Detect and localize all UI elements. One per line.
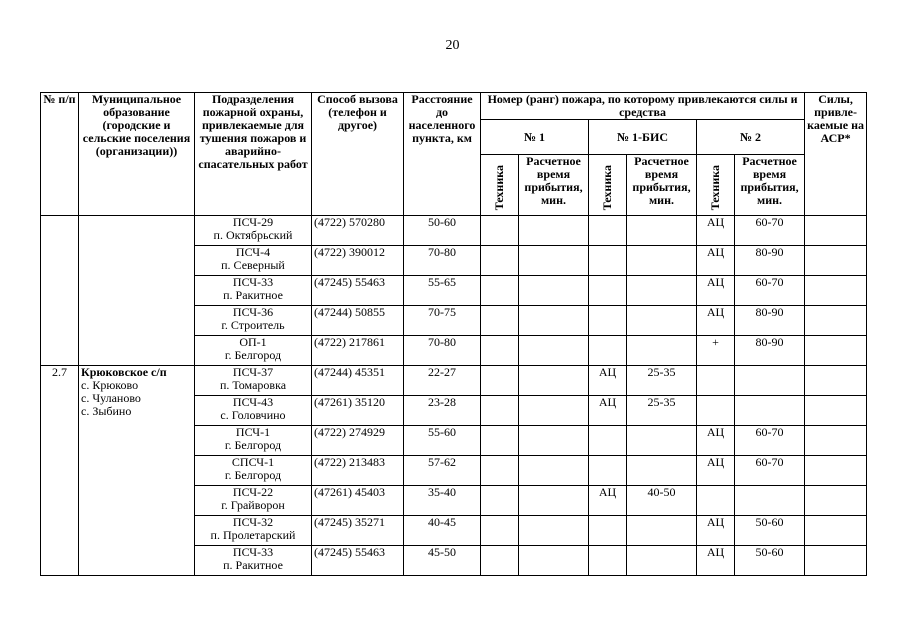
municipality-cell	[79, 366, 195, 576]
header-time-rank-1bis: Расчетное время прибытия, мин.	[627, 155, 697, 216]
unit-location: п. Пролетарский	[210, 528, 296, 542]
phone-cell: (4722) 390012	[312, 246, 404, 276]
distance-cell: 55-60	[404, 426, 481, 456]
time-rank-1bis-cell	[627, 426, 697, 456]
tech-rank-1-cell	[481, 546, 519, 576]
tech-rank-2-cell: АЦ	[697, 306, 735, 336]
distance-cell: 57-62	[404, 456, 481, 486]
tech-rank-1-cell	[481, 336, 519, 366]
time-rank-2-cell: 60-70	[735, 216, 805, 246]
unit-name: ПСЧ-33	[232, 545, 274, 559]
unit-name: ПСЧ-33	[232, 275, 274, 289]
time-rank-1-cell	[519, 306, 589, 336]
unit-location: п. Ракитное	[223, 558, 283, 572]
time-rank-1bis-cell: 25-35	[627, 366, 697, 396]
tech-rank-1-cell	[481, 216, 519, 246]
header-rank-1: № 1	[481, 120, 589, 155]
fire-unit-cell	[195, 216, 312, 246]
fire-unit-cell	[195, 426, 312, 456]
distance-cell: 45-50	[404, 546, 481, 576]
time-rank-1bis-cell	[627, 306, 697, 336]
tech-rank-2-cell	[697, 366, 735, 396]
tech-rank-2-cell: АЦ	[697, 546, 735, 576]
phone-cell: (47244) 45351	[312, 366, 404, 396]
fire-unit-cell	[195, 336, 312, 366]
tech-rank-1bis-cell	[589, 276, 627, 306]
header-rank-1bis: № 1-БИС	[589, 120, 697, 155]
distance-cell: 70-80	[404, 336, 481, 366]
time-rank-2-cell: 60-70	[735, 426, 805, 456]
tech-rank-2-cell: АЦ	[697, 276, 735, 306]
time-rank-2-cell: 50-60	[735, 546, 805, 576]
time-rank-1-cell	[519, 246, 589, 276]
time-rank-1bis-cell	[627, 546, 697, 576]
table-body	[41, 216, 867, 576]
tech-rank-1-cell	[481, 486, 519, 516]
header-tech-rank-1bis: Техника	[589, 155, 627, 216]
distance-cell: 70-75	[404, 306, 481, 336]
fire-unit-cell	[195, 516, 312, 546]
unit-location: п. Ракитное	[223, 288, 283, 302]
time-rank-1-cell	[519, 396, 589, 426]
row-number-cell: 2.7	[41, 366, 79, 576]
tech-rank-2-cell: АЦ	[697, 456, 735, 486]
distance-cell: 50-60	[404, 216, 481, 246]
asr-cell	[805, 336, 867, 366]
unit-name: ПСЧ-22	[232, 485, 274, 499]
municipality-line: с. Зыбино	[81, 404, 132, 418]
asr-cell	[805, 486, 867, 516]
fire-unit-cell	[195, 486, 312, 516]
unit-location: с. Головчино	[220, 408, 286, 422]
row-number-cell	[41, 216, 79, 366]
tech-rank-1bis-cell	[589, 546, 627, 576]
tech-rank-1-cell	[481, 246, 519, 276]
tech-rank-1bis-cell	[589, 216, 627, 246]
phone-cell: (47261) 35120	[312, 396, 404, 426]
unit-location: г. Грайворон	[221, 498, 285, 512]
tech-rank-1bis-cell: АЦ	[589, 486, 627, 516]
asr-cell	[805, 456, 867, 486]
tech-rank-1-cell	[481, 396, 519, 426]
time-rank-1bis-cell	[627, 516, 697, 546]
distance-cell: 22-27	[404, 366, 481, 396]
fire-forces-table	[40, 92, 867, 576]
time-rank-2-cell	[735, 486, 805, 516]
header-rank-2: № 2	[697, 120, 805, 155]
unit-location: г. Белгород	[224, 348, 282, 362]
phone-cell: (47244) 50855	[312, 306, 404, 336]
time-rank-2-cell: 60-70	[735, 276, 805, 306]
unit-location: п. Томаровка	[219, 378, 287, 392]
tech-rank-1bis-cell	[589, 306, 627, 336]
tech-rank-1-cell	[481, 456, 519, 486]
unit-location: г. Белгород	[224, 438, 282, 452]
time-rank-1-cell	[519, 216, 589, 246]
distance-cell: 40-45	[404, 516, 481, 546]
asr-cell	[805, 306, 867, 336]
municipality-cell	[79, 216, 195, 366]
unit-location: г. Строитель	[221, 318, 285, 332]
tech-rank-1-cell	[481, 276, 519, 306]
time-rank-2-cell: 80-90	[735, 336, 805, 366]
time-rank-2-cell: 50-60	[735, 516, 805, 546]
unit-location: г. Белгород	[224, 468, 282, 482]
header-fire-rank-group: Номер (ранг) пожара, по которому привлекаются силы и средства	[481, 93, 805, 120]
time-rank-1bis-cell: 25-35	[627, 396, 697, 426]
time-rank-2-cell	[735, 396, 805, 426]
tech-rank-2-cell: АЦ	[697, 426, 735, 456]
asr-cell	[805, 516, 867, 546]
header-municipality: Муниципальное образование (городские и сельские поселения (организации))	[79, 93, 195, 216]
time-rank-1-cell	[519, 456, 589, 486]
asr-cell	[805, 366, 867, 396]
fire-unit-cell	[195, 276, 312, 306]
time-rank-1bis-cell	[627, 276, 697, 306]
tech-rank-2-cell: АЦ	[697, 246, 735, 276]
tech-rank-2-cell	[697, 396, 735, 426]
time-rank-1bis-cell: 40-50	[627, 486, 697, 516]
time-rank-1-cell	[519, 336, 589, 366]
tech-rank-1bis-cell	[589, 426, 627, 456]
unit-name: ОП-1	[239, 335, 267, 349]
header-call-method: Способ вызова (телефон и другое)	[312, 93, 404, 216]
fire-unit-cell	[195, 456, 312, 486]
unit-name: ПСЧ-36	[232, 305, 274, 319]
distance-cell: 35-40	[404, 486, 481, 516]
unit-location: п. Октябрьский	[213, 228, 293, 242]
header-fire-unit: Подразделения пожарной охраны, привлекаемые для тушения пожаров и аварийно-спасательных работ	[195, 93, 312, 216]
asr-cell	[805, 246, 867, 276]
tech-rank-1-cell	[481, 366, 519, 396]
phone-cell: (4722) 274929	[312, 426, 404, 456]
header-time-rank-1: Расчетное время прибытия, мин.	[519, 155, 589, 216]
time-rank-1bis-cell	[627, 246, 697, 276]
unit-name: ПСЧ-29	[232, 215, 274, 229]
distance-cell: 23-28	[404, 396, 481, 426]
time-rank-1-cell	[519, 546, 589, 576]
time-rank-2-cell: 80-90	[735, 246, 805, 276]
fire-unit-cell	[195, 366, 312, 396]
phone-cell: (4722) 570280	[312, 216, 404, 246]
tech-rank-1bis-cell	[589, 456, 627, 486]
tech-rank-2-cell: АЦ	[697, 516, 735, 546]
distance-cell: 55-65	[404, 276, 481, 306]
time-rank-1-cell	[519, 486, 589, 516]
unit-name: СПСЧ-1	[231, 455, 275, 469]
municipality-line: с. Чуланово	[81, 391, 141, 405]
header-asr-forces: Силы, привле-каемые на АСР*	[805, 93, 867, 216]
unit-location: п. Северный	[221, 258, 285, 272]
tech-rank-1-cell	[481, 516, 519, 546]
table-row	[41, 216, 867, 246]
table-header	[41, 93, 867, 216]
header-number: № п/п	[41, 93, 79, 216]
tech-rank-2-cell	[697, 486, 735, 516]
tech-rank-1bis-cell	[589, 246, 627, 276]
asr-cell	[805, 216, 867, 246]
unit-name: ПСЧ-32	[232, 515, 274, 529]
fire-unit-cell	[195, 396, 312, 426]
unit-name: ПСЧ-37	[232, 365, 274, 379]
time-rank-1-cell	[519, 276, 589, 306]
asr-cell	[805, 276, 867, 306]
tech-rank-2-cell: АЦ	[697, 216, 735, 246]
phone-cell: (47245) 55463	[312, 546, 404, 576]
phone-cell: (47261) 45403	[312, 486, 404, 516]
fire-unit-cell	[195, 306, 312, 336]
time-rank-1bis-cell	[627, 456, 697, 486]
time-rank-1-cell	[519, 366, 589, 396]
fire-unit-cell	[195, 546, 312, 576]
phone-cell: (47245) 55463	[312, 276, 404, 306]
time-rank-1-cell	[519, 426, 589, 456]
time-rank-2-cell	[735, 366, 805, 396]
unit-name: ПСЧ-43	[232, 395, 274, 409]
header-tech-rank-2: Техника	[697, 155, 735, 216]
municipality-line: с. Крюково	[81, 378, 139, 392]
phone-cell: (4722) 213483	[312, 456, 404, 486]
table-row	[41, 366, 867, 396]
tech-rank-1-cell	[481, 426, 519, 456]
unit-name: ПСЧ-1	[235, 425, 271, 439]
phone-cell: (47245) 35271	[312, 516, 404, 546]
unit-name: ПСЧ-4	[235, 245, 271, 259]
tech-rank-1-cell	[481, 306, 519, 336]
page-number: 20	[445, 38, 460, 53]
fire-unit-cell	[195, 246, 312, 276]
asr-cell	[805, 546, 867, 576]
time-rank-2-cell: 80-90	[735, 306, 805, 336]
header-time-rank-2: Расчетное время прибытия, мин.	[735, 155, 805, 216]
municipality-line: Крюковское с/п	[81, 365, 167, 379]
header-distance: Расстояние до населенного пункта, км	[404, 93, 481, 216]
asr-cell	[805, 396, 867, 426]
tech-rank-1bis-cell: АЦ	[589, 366, 627, 396]
time-rank-1-cell	[519, 516, 589, 546]
tech-rank-1bis-cell	[589, 516, 627, 546]
time-rank-1bis-cell	[627, 216, 697, 246]
tech-rank-1bis-cell	[589, 336, 627, 366]
time-rank-2-cell: 60-70	[735, 456, 805, 486]
tech-rank-2-cell: +	[697, 336, 735, 366]
distance-cell: 70-80	[404, 246, 481, 276]
tech-rank-1bis-cell: АЦ	[589, 396, 627, 426]
time-rank-1bis-cell	[627, 336, 697, 366]
asr-cell	[805, 426, 867, 456]
phone-cell: (4722) 217861	[312, 336, 404, 366]
header-tech-rank-1: Техника	[481, 155, 519, 216]
